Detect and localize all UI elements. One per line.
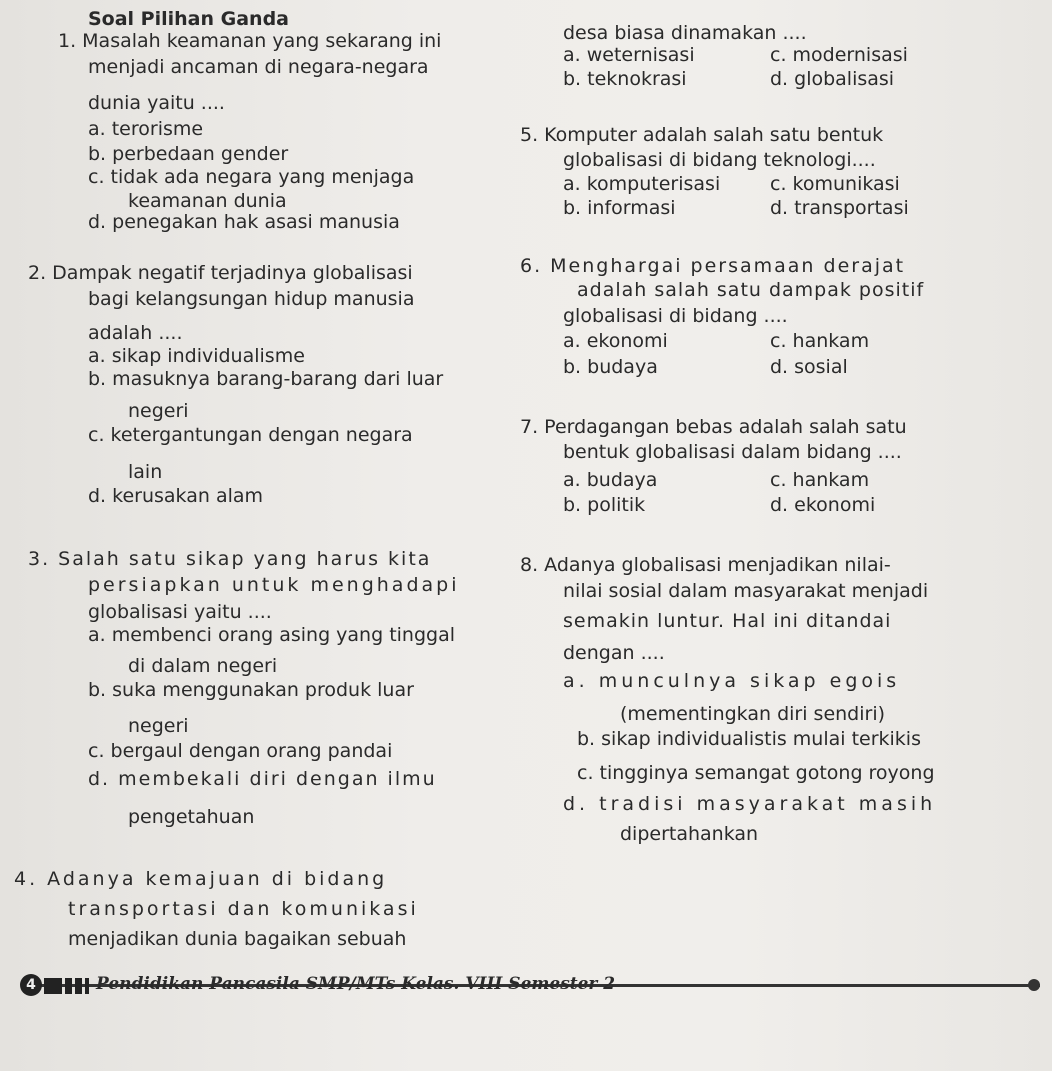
q1-option-c: c. tidak ada negara yang menjaga [88,166,415,188]
q1-option-d: d. penegakan hak asasi manusia [88,211,400,233]
q5-stem-line-1: 5. Komputer adalah salah satu bentuk [520,124,884,146]
q3-option-a-cont: di dalam negeri [128,655,278,677]
q3-stem-line-1: 3. Salah satu sikap yang harus kita [28,548,432,570]
q5-option-b: b. informasi [563,197,676,219]
q1-stem-line-3: dunia yaitu .... [88,92,225,114]
q4-option-b: b. teknokrasi [563,68,687,90]
q1-stem-line-2: menjadi ancaman di negara-negara [88,56,429,78]
q3-option-d: d. membekali diri dengan ilmu [88,768,437,790]
book-title: Pendidikan Pancasila SMP/MTs Kelas. VIII Semester 2 [96,974,616,994]
q8-stem-line-3: semakin luntur. Hal ini ditandai [563,610,892,632]
q2-option-c: c. ketergantungan dengan negara [88,424,413,446]
q8-option-a-cont: (mementingkan diri sendiri) [620,703,886,725]
q8-option-d: d. tradisi masyarakat masih [563,793,937,815]
q3-option-a: a. membenci orang asing yang tinggal [88,624,456,646]
q3-option-b-cont: negeri [128,715,189,737]
q6-option-a: a. ekonomi [563,330,668,352]
footer-rule-end-dot [1028,979,1040,991]
q2-stem-line-3: adalah .... [88,322,183,344]
q6-stem-line-1: 6. Menghargai persamaan derajat [520,255,906,277]
q6-stem-line-2: adalah salah satu dampak positif [577,279,925,301]
q4-option-a: a. weternisasi [563,44,695,66]
q8-stem-line-4: dengan .... [563,642,665,664]
q2-option-c-cont: lain [128,461,163,483]
q4-stem-line-3: menjadikan dunia bagaikan sebuah [68,928,407,950]
q5-option-d: d. transportasi [770,197,909,219]
q2-option-b-cont: negeri [128,400,189,422]
q2-option-a: a. sikap individualisme [88,345,305,367]
q8-option-d-cont: dipertahankan [620,823,759,845]
q1-option-b: b. perbedaan gender [88,143,289,165]
q7-option-a: a. budaya [563,469,658,491]
q8-stem-line-1: 8. Adanya globalisasi menjadikan nilai- [520,554,891,576]
q1-stem-line-1: 1. Masalah keamanan yang sekarang ini [58,30,442,52]
q7-option-d: d. ekonomi [770,494,876,516]
q5-option-c: c. komunikasi [770,173,900,195]
q3-stem-line-2: persiapkan untuk menghadapi [88,574,460,596]
q2-option-b: b. masuknya barang-barang dari luar [88,368,444,390]
q1-option-a: a. terorisme [88,118,204,140]
q4-stem-line-2: transportasi dan komunikasi [68,898,419,920]
q8-option-b: b. sikap individualistis mulai terkikis [577,728,921,750]
q6-stem-line-3: globalisasi di bidang .... [563,305,788,327]
section-title: Soal Pilihan Ganda [88,8,290,30]
q7-option-c: c. hankam [770,469,870,491]
q5-stem-line-2: globalisasi di bidang teknologi.... [563,149,876,171]
q1-option-c-cont: keamanan dunia [128,190,287,212]
q8-stem-line-2: nilai sosial dalam masyarakat menjadi [563,580,929,602]
q4-option-d: d. globalisasi [770,68,895,90]
q4-option-c: c. modernisasi [770,44,908,66]
q3-option-d-cont: pengetahuan [128,806,255,828]
q2-stem-line-1: 2. Dampak negatif terjadinya globalisasi [28,262,413,284]
q6-option-b: b. budaya [563,356,658,378]
q5-option-a: a. komputerisasi [563,173,721,195]
q4-cont-stem: desa biasa dinamakan .... [563,22,807,44]
q8-option-c: c. tingginya semangat gotong royong [577,762,935,784]
q7-stem-line-2: bentuk globalisasi dalam bidang .... [563,441,902,463]
q7-stem-line-1: 7. Perdagangan bebas adalah salah satu [520,416,907,438]
q2-stem-line-2: bagi kelangsungan hidup manusia [88,288,415,310]
q6-option-c: c. hankam [770,330,870,352]
q3-option-c: c. bergaul dengan orang pandai [88,740,393,762]
q7-option-b: b. politik [563,494,646,516]
page-number: 4 [20,974,42,996]
q4-stem-line-1: 4. Adanya kemajuan di bidang [14,868,388,890]
footer-decoration [44,978,92,997]
q2-option-d: d. kerusakan alam [88,485,264,507]
q3-option-b: b. suka menggunakan produk luar [88,679,414,701]
q6-option-d: d. sosial [770,356,848,378]
q8-option-a: a. munculnya sikap egois [563,670,901,692]
q3-stem-line-3: globalisasi yaitu .... [88,601,272,623]
